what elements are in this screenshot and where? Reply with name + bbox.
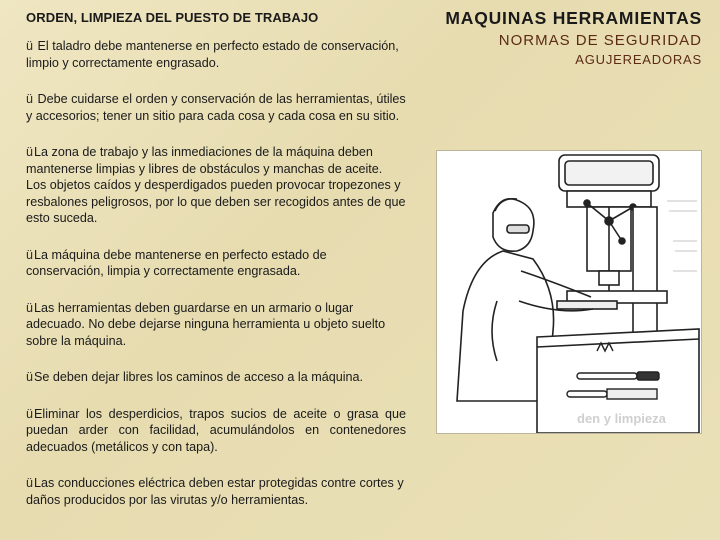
- bullet-item: [26, 144, 406, 227]
- bullet-text: Eliminar los desperdicios, trapos sucios de aceite o grasa que puedan arder con facilidad, acumulándolos en contenedores adecuados (metálicos y con tapa).: [26, 406, 406, 454]
- bullet-text: La zona de trabajo y las inmediaciones de la máquina deben mantenerse limpias y libres de obstáculos y manchas de aceite. Los objetos caídos y desperdigados pueden provocar tropezones y resbalones peligrosos, por lo que deben ser recogidos antes de que esto suceda.: [26, 145, 406, 225]
- slide-subtitle-secondary: AGUJEREADORAS: [575, 52, 702, 67]
- bullet-item: [26, 38, 406, 71]
- bullet-text: La máquina debe mantenerse en perfecto estado de conservación, limpia y correctamente engrasada.: [26, 247, 327, 278]
- check-icon: ü: [26, 406, 34, 421]
- check-icon: ü: [26, 39, 34, 53]
- check-icon: ü: [26, 92, 34, 106]
- bullet-item: [26, 406, 406, 456]
- bullet-text: Las conducciones eléctrica deben estar protegidas contre cortes y daños producidos por las virutas y/o herramientas.: [26, 476, 404, 507]
- check-icon: ü: [26, 145, 34, 159]
- check-icon: ü: [26, 476, 34, 490]
- slide-title: MAQUINAS HERRAMIENTAS: [445, 8, 702, 28]
- illustration-svg: [437, 151, 701, 433]
- bullet-item: [26, 247, 406, 280]
- check-icon: ü: [26, 370, 34, 384]
- bullet-item: [26, 475, 406, 508]
- bullet-text: Debe cuidarse el orden y conservación de las herramientas, útiles y accesorios; tener un sitio para cada cosa y cada cosa en su sitio.: [26, 92, 406, 123]
- bullet-item: [26, 369, 406, 386]
- bullet-text: Se deben dejar libres los caminos de acceso a la máquina.: [34, 370, 364, 384]
- bullet-list: [26, 38, 406, 528]
- section-title: ORDEN, LIMPIEZA DEL PUESTO DE TRABAJO: [26, 10, 319, 25]
- check-icon: ü: [26, 300, 34, 315]
- bullet-item: [26, 300, 406, 350]
- bullet-text: Las herramientas deben guardarse en un armario o lugar adecuado. No debe dejarse ninguna herramienta u objeto suelto sobre la máquina.: [26, 300, 386, 348]
- drill-press-illustration: [436, 150, 702, 434]
- bullet-item: [26, 91, 406, 124]
- check-icon: ü: [26, 247, 34, 262]
- bullet-text: El taladro debe mantenerse en perfecto estado de conservación, limpio y correctamente engrasado.: [26, 39, 399, 70]
- illustration-caption: den y limpieza: [577, 411, 666, 426]
- slide-subtitle: NORMAS DE SEGURIDAD: [498, 32, 702, 49]
